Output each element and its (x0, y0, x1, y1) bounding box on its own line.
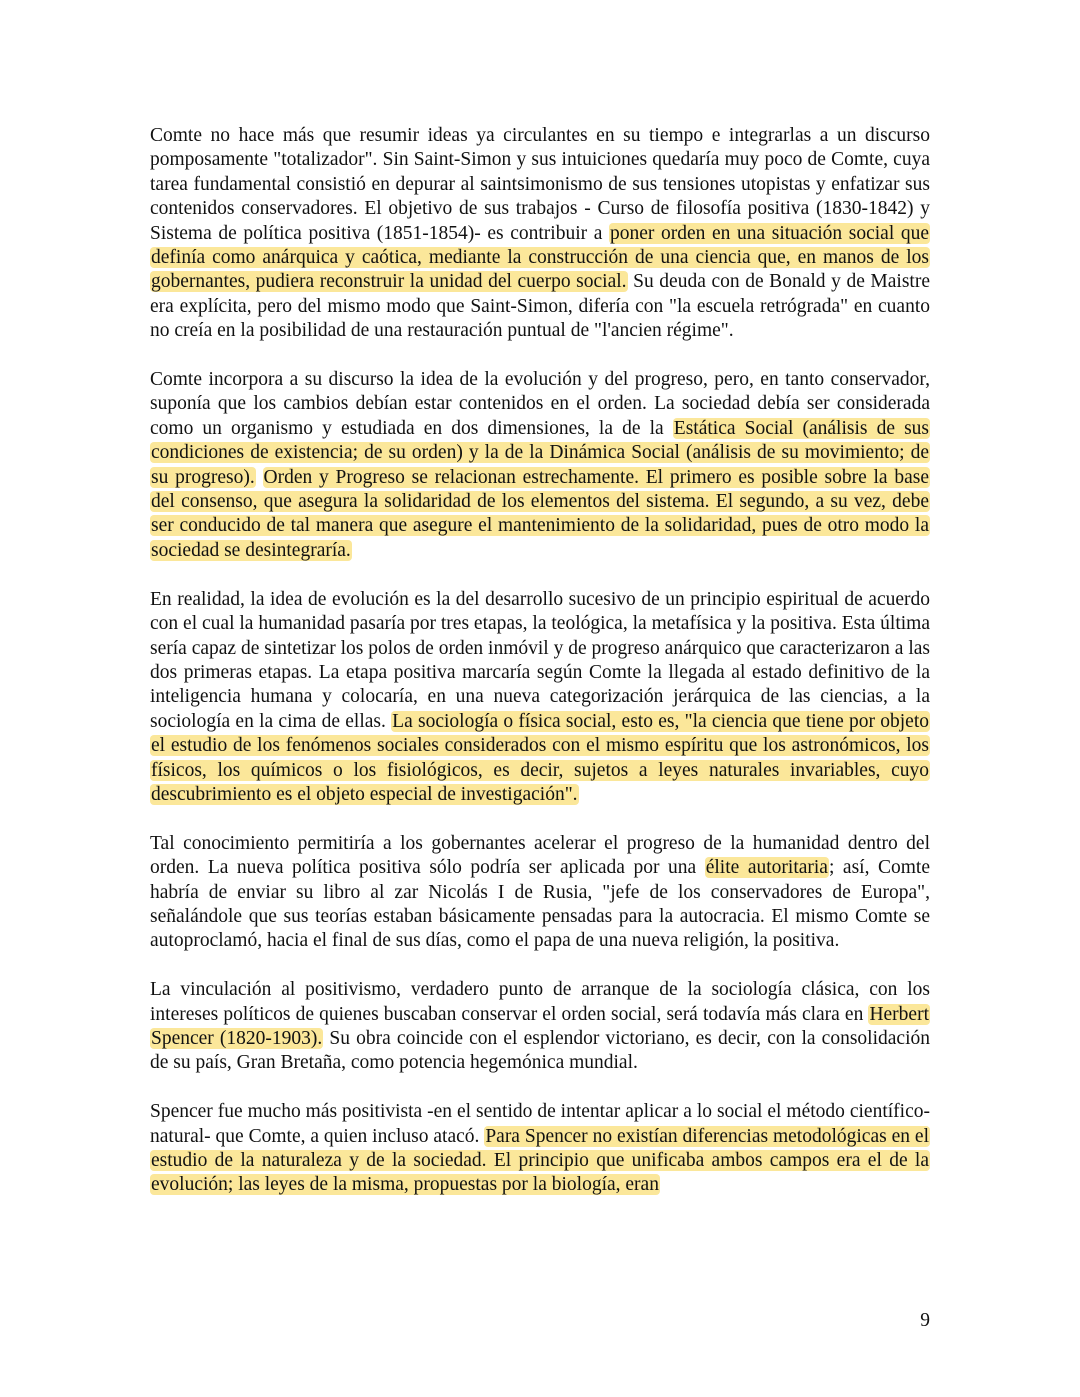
paragraph-2-text: Comte incorpora a su discurso la idea de la evolución y del progreso, pero, en tanto conservador, suponía que los cambios debían estar contenidos en el orden. La sociedad debía ser considerada como un organismo y estudiada en dos dimensiones, la de la (150, 369, 930, 439)
paragraph-6-highlight: Para Spencer no existían diferencias metodológicas en el estudio de la naturaleza y de la sociedad. El principio que unificaba ambos campos era el de la evolución; las leyes de la misma, propuestas por la biología, eran (151, 1125, 929, 1196)
paragraph-2-highlight: Estática Social (análisis de sus condiciones de existencia; de su orden) y la de la Dinámica Social (análisis de su movimiento; de su progreso). (151, 417, 930, 488)
paragraph-1 (150, 124, 930, 344)
paragraph-3-highlight: La sociología o física social, esto es, "la ciencia que tiene por objeto el estudio de los fenómenos sociales considerados con el mismo espíritu que los astronómicos, los físicos, los químicos o los fisiológicos, es decir, sujetos a leyes naturales invariables, cuyo descubrimiento es el objeto especial de investigación". (151, 710, 929, 805)
paragraph-6 (150, 1100, 930, 1198)
paragraph-4 (150, 832, 930, 954)
paragraph-6-text: Spencer fue mucho más positivista -en el sentido de intentar aplicar a lo social el método científico-natural- que Comte, a quien incluso atacó. (150, 1101, 930, 1147)
paragraph-1-highlight: poner orden en una situación social que definía como anárquica y caótica, mediante la construcción de una ciencia que, en manos de los gobernantes, pudiera reconstruir la unidad del cuerpo social. (151, 222, 929, 293)
paragraph-4-text-2: ; así, Comte habría de enviar su libro al zar Nicolás I de Rusia, "jefe de los conservadores de Europa", señalándole que sus teorías estaban básicamente pensadas para la autocracia. El mismo Comte se autoproclamó, hacia el final de sus días, como el papa de una nueva religión, la positiva. (150, 857, 931, 952)
paragraph-5-highlight: Herbert Spencer (1820-1903). (151, 1003, 929, 1049)
paragraph-1-text: Comte no hace más que resumir ideas ya circulantes en su tiempo e integrarlas a un discurso pomposamente "totalizador". Sin Saint-Simon y sus intuiciones quedaría muy poco de Comte, cuya tarea fundamental consistió en depurar al saintsimonismo de sus tensiones utopistas y enfatizar sus contenidos conservadores. El objetivo de sus trabajos - Curso de filosofía positiva (1830-1842) y Sistema de política positiva (1851-1854)- es contribuir a (150, 125, 930, 244)
paragraph-2 (150, 368, 930, 563)
paragraph-5-text-2: Su obra coincide con el esplendor victoriano, es decir, con la consolidación de su país, Gran Bretaña, como potencia hegemónica mundial. (150, 1027, 930, 1074)
paragraph-5-text: La vinculación al positivismo, verdadero punto de arranque de la sociología clásica, con los intereses políticos de quienes buscaban conservar el orden social, será todavía más clara en (150, 979, 930, 1025)
paragraph-1-text-2: Su deuda con de Bonald y de Maistre era explícita, pero del mismo modo que Saint-Simon, difería con "la escuela retrógrada" en cuanto no creía en la posibilidad de una restauración puntual de "l'ancien régime". (150, 271, 930, 342)
paragraph-4-text: Tal conocimiento permitiría a los gobernantes acelerar el progreso de la humanidad dentro del orden. La nueva política positiva sólo podría ser aplicada por una (150, 832, 930, 879)
document-page (150, 124, 930, 1222)
paragraph-5 (150, 978, 930, 1076)
paragraph-2-space (256, 467, 263, 488)
paragraph-4-highlight: élite autoritaria (705, 857, 828, 879)
paragraph-3 (150, 588, 930, 808)
paragraph-3-text: En realidad, la idea de evolución es la del desarrollo sucesivo de un principio espiritual de acuerdo con el cual la humanidad pasaría por tres etapas, la teológica, la metafísica y la positiva. Esta última sería capaz de sintetizar los polos de orden inmóvil y de progreso anárquico que caracterizaron a las dos primeras etapas. La etapa positiva marcaría según Comte la llegada al estado definitivo de la inteligencia humana y colocaría, en una nueva categorización jerárquica de las ciencias, a la sociología en la cima de ellas. (150, 588, 930, 732)
page-number: 9 (920, 1310, 930, 1331)
paragraph-2-highlight-2: Orden y Progreso se relacionan estrechamente. El primero es posible sobre la base del consenso, que asegura la solidaridad de los elementos del sistema. El segundo, a su vez, debe ser conducido de tal manera que asegure el mantenimiento de la solidaridad, pues de otro modo la sociedad se desintegraría. (151, 466, 929, 561)
